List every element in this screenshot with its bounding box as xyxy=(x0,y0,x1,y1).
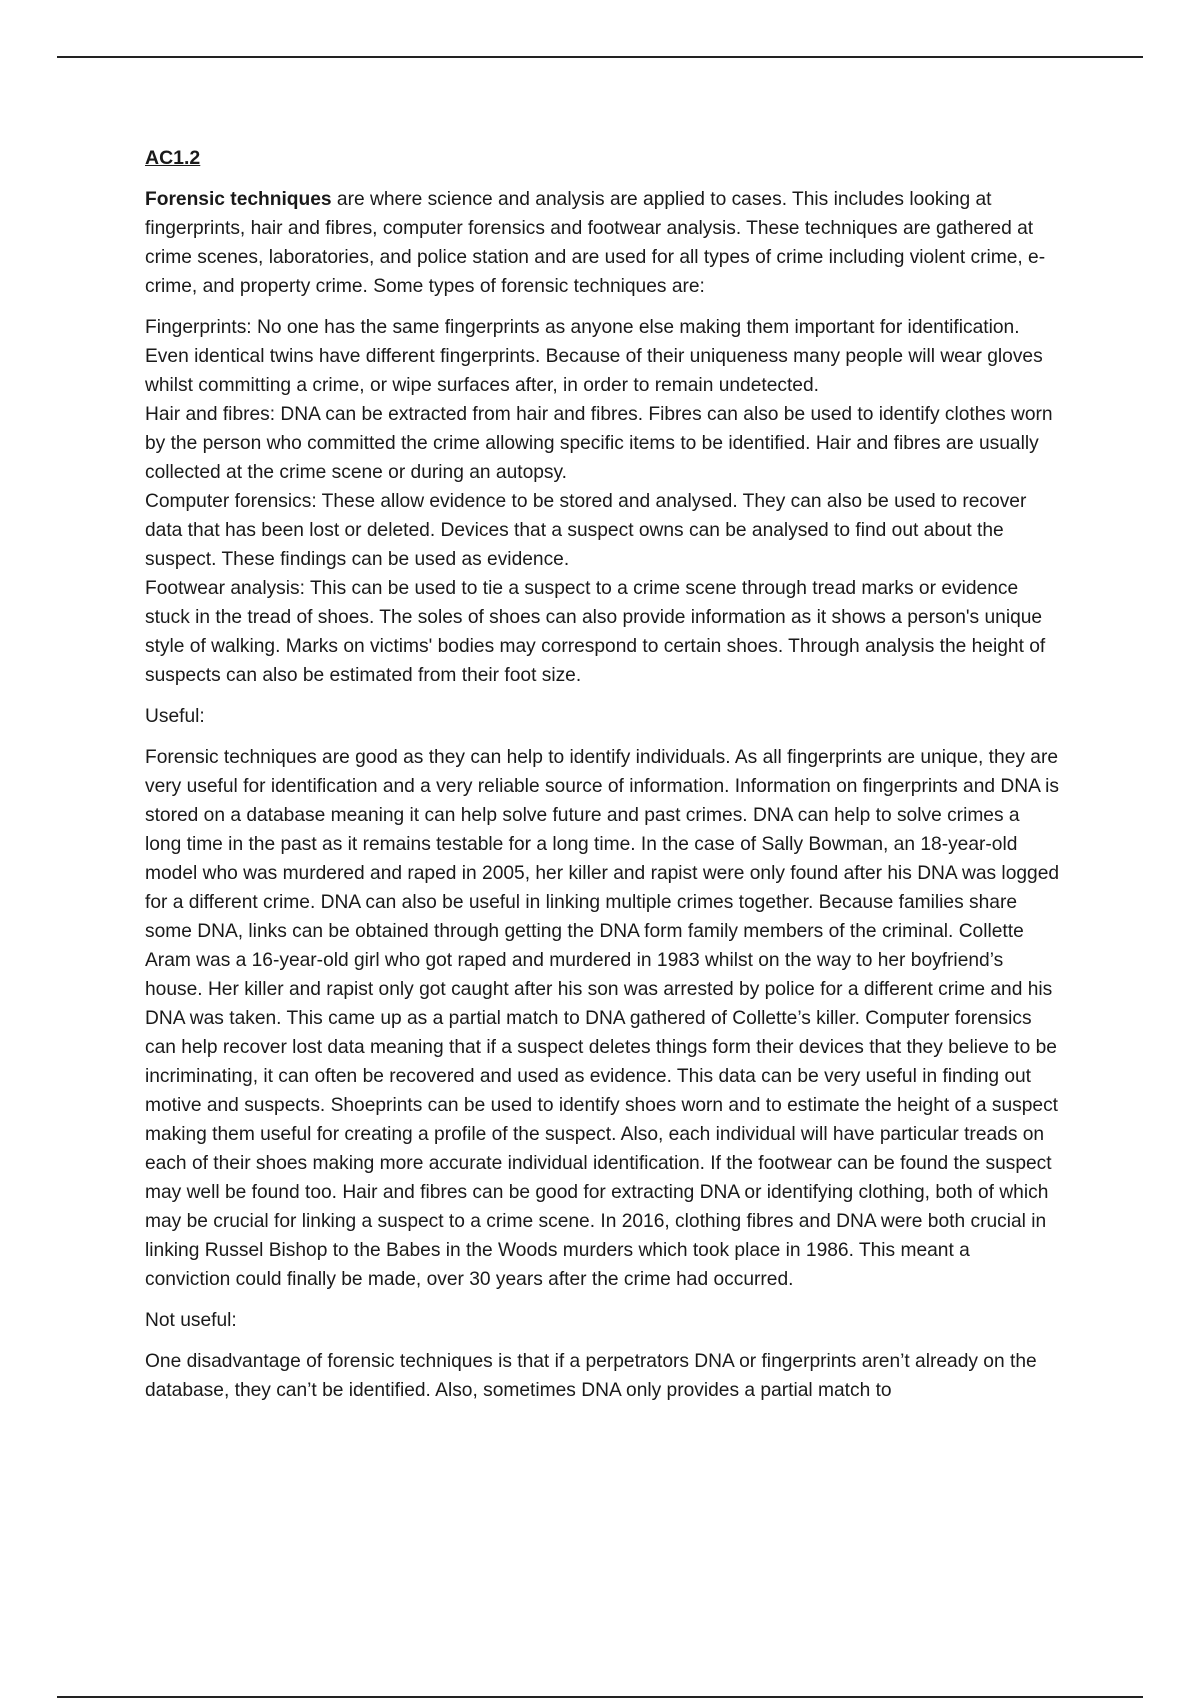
not-useful-label: Not useful: xyxy=(145,1310,237,1331)
useful-paragraph: Forensic techniques are good as they can help to identify individuals. As all fingerprints are unique, they are very useful for identification and a very reliable source of information. Information on fingerprints and DNA is stored on a database meaning it can help solve future and past crimes. DNA can help to solve crimes a long time in the past as it remains testable for a long time. In the case of Sally Bowman, an 18-year-old model who was murdered and raped in 2005, her killer and rapist were only found after his DNA was logged for a different crime. DNA can also be useful in linking multiple crimes together. Because families share some DNA, links can be obtained through getting the DNA form family members of the criminal. Collette Aram was a 16-year-old girl who got raped and murdered in 1983 whilst on the way to her boyfriend’s house. Her killer and rapist only got caught after his son was arrested by police for a different crime and his DNA was taken. This came up as a partial match to DNA gathered of Collette’s killer. Computer forensics can help recover lost data meaning that if a suspect deletes things form their devices that they believe to be incriminating, it can often be recovered and used as evidence. This data can be very useful in finding out motive and suspects. Shoeprints can be used to identify shoes worn and to estimate the height of a suspect making them useful for creating a profile of the suspect. Also, each individual will have particular treads on each of their shoes making more accurate individual identification. If the footwear can be found the suspect may well be found too. Hair and fibres can be good for extracting DNA or identifying clothing, both of which may be crucial for linking a suspect to a crime scene. In 2016, clothing fibres and DNA were both crucial in linking Russel Bishop to the Babes in the Woods murders which took place in 1986. This meant a conviction could finally be made, over 30 years after the crime had occurred. xyxy=(145,747,1060,1290)
not-useful-paragraph: One disadvantage of forensic techniques is that if a perpetrators DNA or fingerprints aren’t already on the database, they can’t be identified. Also, sometimes DNA only provides a partial match to xyxy=(145,1351,1037,1401)
useful-label: Useful: xyxy=(145,706,205,727)
technique-hair-fibres: Hair and fibres: DNA can be extracted from hair and fibres. Fibres can also be used to identify clothes worn by the person who committed the crime allowing specific items to be identified. Hair and fibres are usually collected at the crime scene or during an autopsy. xyxy=(145,404,1053,483)
intro-paragraph xyxy=(145,185,1060,301)
footer-rule xyxy=(57,1696,1143,1698)
header-rule xyxy=(57,56,1143,58)
intro-text: are where science and analysis are applied to cases. This includes looking at fingerprints, hair and fibres, computer forensics and footwear analysis. These techniques are gathered at crime scenes, laboratories, and police station and are used for all types of crime including violent crime, e-crime, and property crime. Some types of forensic techniques are: xyxy=(145,189,1046,297)
technique-footwear-analysis: Footwear analysis: This can be used to tie a suspect to a crime scene through tread marks or evidence stuck in the tread of shoes. The soles of shoes can also provide information as it shows a person's unique style of walking. Marks on victims' bodies may correspond to certain shoes. Through analysis the height of suspects can also be estimated from their foot size. xyxy=(145,578,1046,686)
technique-computer-forensics: Computer forensics: These allow evidence to be stored and analysed. They can also be used to recover data that has been lost or deleted. Devices that a suspect owns can be analysed to find out about the suspect. These findings can be used as evidence. xyxy=(145,491,1027,570)
document-body xyxy=(145,145,1060,1417)
section-heading: AC1.2 xyxy=(145,147,201,169)
technique-fingerprints: Fingerprints: No one has the same fingerprints as anyone else making them important for identification. Even identical twins have different fingerprints. Because of their uniqueness many people will wear gloves whilst committing a crime, or wipe surfaces after, in order to remain undetected. xyxy=(145,317,1043,396)
intro-bold-term: Forensic techniques xyxy=(145,189,332,210)
